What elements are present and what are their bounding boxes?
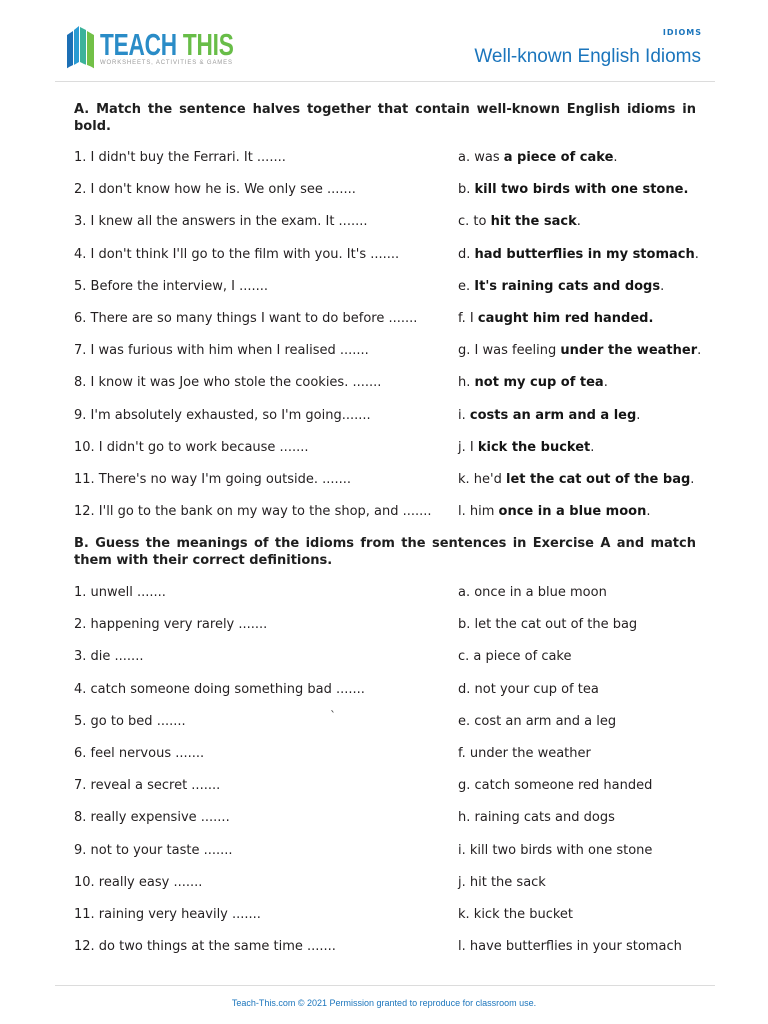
sentence-start-6: 6. There are so many things I want to do before ....... bbox=[74, 310, 418, 326]
sentence-start-10: 10. I didn't go to work because ....... bbox=[74, 439, 309, 455]
ending-prefix: a. was bbox=[458, 150, 504, 165]
idiom-e: e. cost an arm and a leg bbox=[458, 713, 617, 729]
worksheet-category: IDIOMS bbox=[662, 28, 702, 37]
sentence-ending-a bbox=[458, 142, 701, 174]
bold-idiom: not my cup of tea bbox=[474, 375, 604, 391]
logo-wordmark bbox=[100, 29, 234, 60]
ending-prefix: c. to bbox=[458, 214, 491, 230]
bold-idiom: once in a blue moon bbox=[498, 504, 647, 520]
sentence-ending-d bbox=[458, 239, 701, 271]
sentence-start-8: 8. I know it was Joe who stole the cookies. ....... bbox=[74, 375, 382, 391]
section-b-idioms bbox=[458, 577, 682, 963]
idiom-a: a. once in a blue moon bbox=[458, 585, 607, 600]
idiom-f: f. under the weather bbox=[458, 745, 591, 761]
ending-prefix: k. he'd bbox=[458, 471, 506, 487]
bold-idiom: costs an arm and a leg bbox=[469, 407, 637, 423]
idiom-g: g. catch someone red handed bbox=[458, 778, 653, 794]
bold-idiom: under the weather bbox=[560, 343, 698, 359]
stray-mark: ` bbox=[330, 709, 336, 723]
ending-prefix: f. I bbox=[458, 310, 478, 326]
ending-suffix: . bbox=[694, 246, 699, 262]
bold-idiom: let the cat out of the bag bbox=[506, 471, 691, 487]
ending-suffix: . bbox=[603, 375, 608, 391]
section-a-sentence-starts bbox=[74, 142, 432, 528]
meaning-6: 6. feel nervous ....... bbox=[74, 745, 205, 761]
ending-prefix: b. bbox=[458, 182, 475, 198]
ending-prefix: g. I was feeling bbox=[458, 343, 561, 359]
meaning-2: 2. happening very rarely ....... bbox=[74, 617, 268, 633]
logo-tagline: WORKSHEETS, ACTIVITIES & GAMES bbox=[100, 60, 233, 66]
sentence-start-4: 4. I don't think I'll go to the film with you. It's ....... bbox=[74, 246, 400, 262]
sentence-ending-c bbox=[458, 206, 701, 238]
bold-idiom: kill two birds with one stone. bbox=[474, 182, 689, 198]
ending-prefix: l. him bbox=[458, 504, 499, 520]
sentence-ending-i bbox=[458, 400, 701, 432]
section-a-heading: A. Match the sentence halves together that contain well-known English idioms in bold. bbox=[74, 102, 696, 134]
ending-suffix: . bbox=[646, 504, 651, 520]
header-divider bbox=[55, 81, 715, 82]
meaning-4: 4. catch someone doing something bad ....... bbox=[74, 681, 365, 697]
idiom-b: b. let the cat out of the bag bbox=[458, 617, 638, 633]
sentence-start-2: 2. I don't know how he is. We only see ....... bbox=[74, 182, 356, 198]
sentence-start-5: 5. Before the interview, I ....... bbox=[74, 278, 269, 294]
idiom-l: l. have butterflies in your stomach bbox=[458, 939, 682, 955]
idiom-k: k. kick the bucket bbox=[458, 906, 574, 922]
idiom-j: j. hit the sack bbox=[458, 874, 546, 890]
bold-idiom: kick the bucket bbox=[477, 439, 591, 455]
bold-idiom: had butterflies in my stomach bbox=[474, 246, 695, 262]
meaning-9: 9. not to your taste ....... bbox=[74, 842, 233, 858]
section-b-meanings bbox=[74, 577, 365, 963]
sentence-ending-l bbox=[458, 496, 701, 528]
idiom-h: h. raining cats and dogs bbox=[458, 810, 615, 826]
bold-idiom: hit the sack bbox=[490, 214, 577, 230]
sentence-ending-j bbox=[458, 432, 701, 464]
sentence-ending-h bbox=[458, 367, 701, 399]
ending-suffix: . bbox=[636, 407, 641, 423]
meaning-12: 12. do two things at the same time ....... bbox=[74, 939, 336, 955]
ending-suffix: . bbox=[697, 343, 702, 359]
ending-prefix: j. I bbox=[458, 439, 478, 455]
bold-idiom: caught him red handed. bbox=[477, 310, 654, 326]
ending-prefix: i. bbox=[458, 407, 470, 423]
ending-prefix: e. bbox=[458, 278, 475, 294]
sentence-ending-e bbox=[458, 271, 701, 303]
idiom-i: i. kill two birds with one stone bbox=[458, 842, 653, 858]
bold-idiom: a piece of cake bbox=[503, 150, 614, 165]
meaning-11: 11. raining very heavily ....... bbox=[74, 906, 261, 922]
sentence-ending-g bbox=[458, 335, 701, 367]
ending-suffix: . bbox=[660, 278, 665, 294]
sentence-ending-f bbox=[458, 303, 701, 335]
meaning-1: 1. unwell ....... bbox=[74, 585, 166, 600]
footer-copyright: Teach-This.com © 2021 Permission granted to reproduce for classroom use. bbox=[231, 998, 537, 1008]
sentence-start-11: 11. There's no way I'm going outside. ....... bbox=[74, 471, 352, 487]
logo-word-this: THIS bbox=[182, 27, 234, 62]
sentence-start-1: 1. I didn't buy the Ferrari. It ....... bbox=[74, 150, 286, 165]
logo-word-teach: TEACH bbox=[100, 27, 177, 62]
ending-suffix: . bbox=[590, 439, 595, 455]
open-book-icon bbox=[64, 24, 98, 70]
bold-idiom: It's raining cats and dogs bbox=[474, 278, 661, 294]
idiom-c: c. a piece of cake bbox=[458, 649, 572, 665]
footer-divider bbox=[55, 985, 715, 986]
meaning-8: 8. really expensive ....... bbox=[74, 810, 230, 826]
ending-suffix: . bbox=[613, 150, 618, 165]
meaning-3: 3. die ....... bbox=[74, 649, 144, 665]
ending-suffix: . bbox=[576, 214, 581, 230]
ending-suffix: . bbox=[690, 471, 695, 487]
section-a-sentence-endings bbox=[458, 142, 701, 528]
ending-prefix: d. bbox=[458, 246, 475, 262]
meaning-5: 5. go to bed ....... bbox=[74, 713, 186, 729]
ending-prefix: h. bbox=[458, 375, 475, 391]
sentence-ending-b bbox=[458, 174, 701, 206]
sentence-start-3: 3. I knew all the answers in the exam. It ....... bbox=[74, 214, 368, 230]
page-title: Well-known English Idioms bbox=[474, 46, 701, 67]
sentence-start-9: 9. I'm absolutely exhausted, so I'm going....... bbox=[74, 407, 371, 423]
meaning-7: 7. reveal a secret ....... bbox=[74, 778, 221, 794]
idiom-d: d. not your cup of tea bbox=[458, 681, 599, 697]
meaning-10: 10. really easy ....... bbox=[74, 874, 203, 890]
sentence-start-12: 12. I'll go to the bank on my way to the shop, and ....... bbox=[74, 504, 432, 520]
sentence-start-7: 7. I was furious with him when I realised ....... bbox=[74, 343, 369, 359]
section-b-heading: B. Guess the meanings of the idioms from the sentences in Exercise A and match them with their correct definitions. bbox=[74, 536, 696, 568]
sentence-ending-k bbox=[458, 464, 701, 496]
